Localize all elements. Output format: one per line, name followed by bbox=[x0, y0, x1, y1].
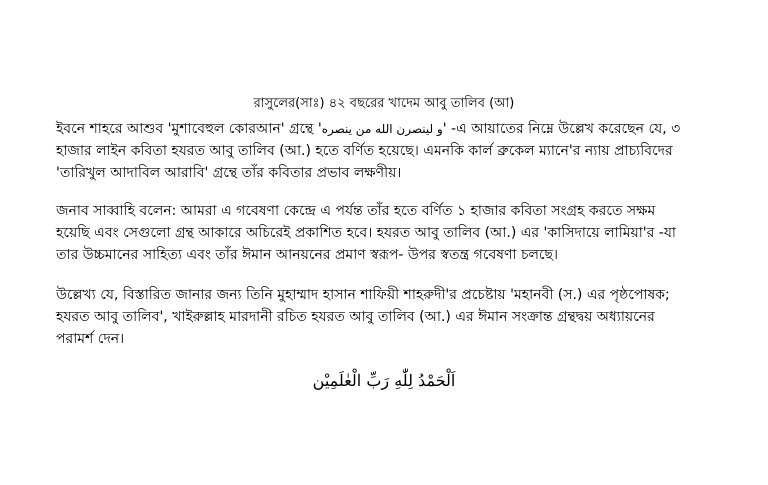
paragraph-2-line-1: জনাব সাব্বাহি বলেন: আমরা এ গবেষণা কেন্দ্রে এ পর্যন্ত তাঁর হতে বর্ণিত ১ হাজার কবিতা সংগ্রহ করতে সক্ষম bbox=[56, 203, 656, 219]
paragraph-1-line-1-part-a: ইবনে শাহরে আশুব 'মুশাবেহুল কোরআন' গ্রন্থে ' bbox=[56, 121, 322, 137]
paragraph-1-line-3: 'তারিখুল আদাবিল আরাবি' গ্রন্থে তাঁর কবিতার প্রভাব লক্ষণীয়। bbox=[56, 165, 402, 181]
paragraph-2-line-3: তার উচ্চমানের সাহিত্য এবং তাঁর ঈমান আনয়নের প্রমাণ স্বরূপ- উপর স্বতন্ত্র গবেষণা চলছে। bbox=[56, 247, 559, 263]
paragraph-2 bbox=[56, 200, 716, 266]
paragraph-1-line-1-part-b: ' -এ আয়াতের নিম্নে উল্লেখ করেছেন যে, ৩ bbox=[442, 121, 681, 137]
paragraph-3-line-2: হযরত আবু তালিব', খাইরুল্লাহ মারদানী রচিত হযরত আবু তালিব (আ.) এর ঈমান সংক্রান্ত গ্রন্থদ্বয় অধ্যায়নের bbox=[56, 309, 655, 325]
document-title: রাসুলের(সাঃ) ৪২ বছরের খাদেম আবু তালিব (আ) bbox=[253, 96, 515, 111]
paragraph-1-line-2: হাজার লাইন কবিতা হযরত আবু তালিব (আ.) হতে বর্ণিত হয়েছে। এমনকি কার্ল ব্রুকেল ম্যানে'র ন্যায় প্রাচ্যবিদের bbox=[56, 143, 673, 159]
closing-arabic-praise: اَلْحَمْدُ لِلّٰهِ رَبِّ الْعٰلَمِيْن bbox=[312, 371, 456, 390]
paragraph-3-line-1: উল্লেখ্য যে, বিস্তারিত জানার জন্য তিনি মুহাম্মাদ হাসান শাফিয়ী শাহরুদী'র প্রচেষ্টায় 'মহানবী (স.) এর পৃষ্ঠপোষক; bbox=[56, 287, 670, 303]
paragraph-3-line-3: পরামর্শ দেন। bbox=[56, 331, 125, 347]
paragraph-1 bbox=[56, 118, 716, 184]
arabic-quote: و لينصرن الله من ينصره bbox=[321, 122, 443, 136]
paragraph-3 bbox=[56, 284, 716, 350]
paragraph-2-line-2: হয়েছি এবং সেগুলো গ্রন্থ আকারে অচিরেই প্রকাশিত হবে। হযরত আবু তালিব (আ.) এর 'কাসিদায়ে লামিয়া'র -যা bbox=[56, 225, 676, 241]
paragraph-1-line-1 bbox=[56, 118, 716, 140]
